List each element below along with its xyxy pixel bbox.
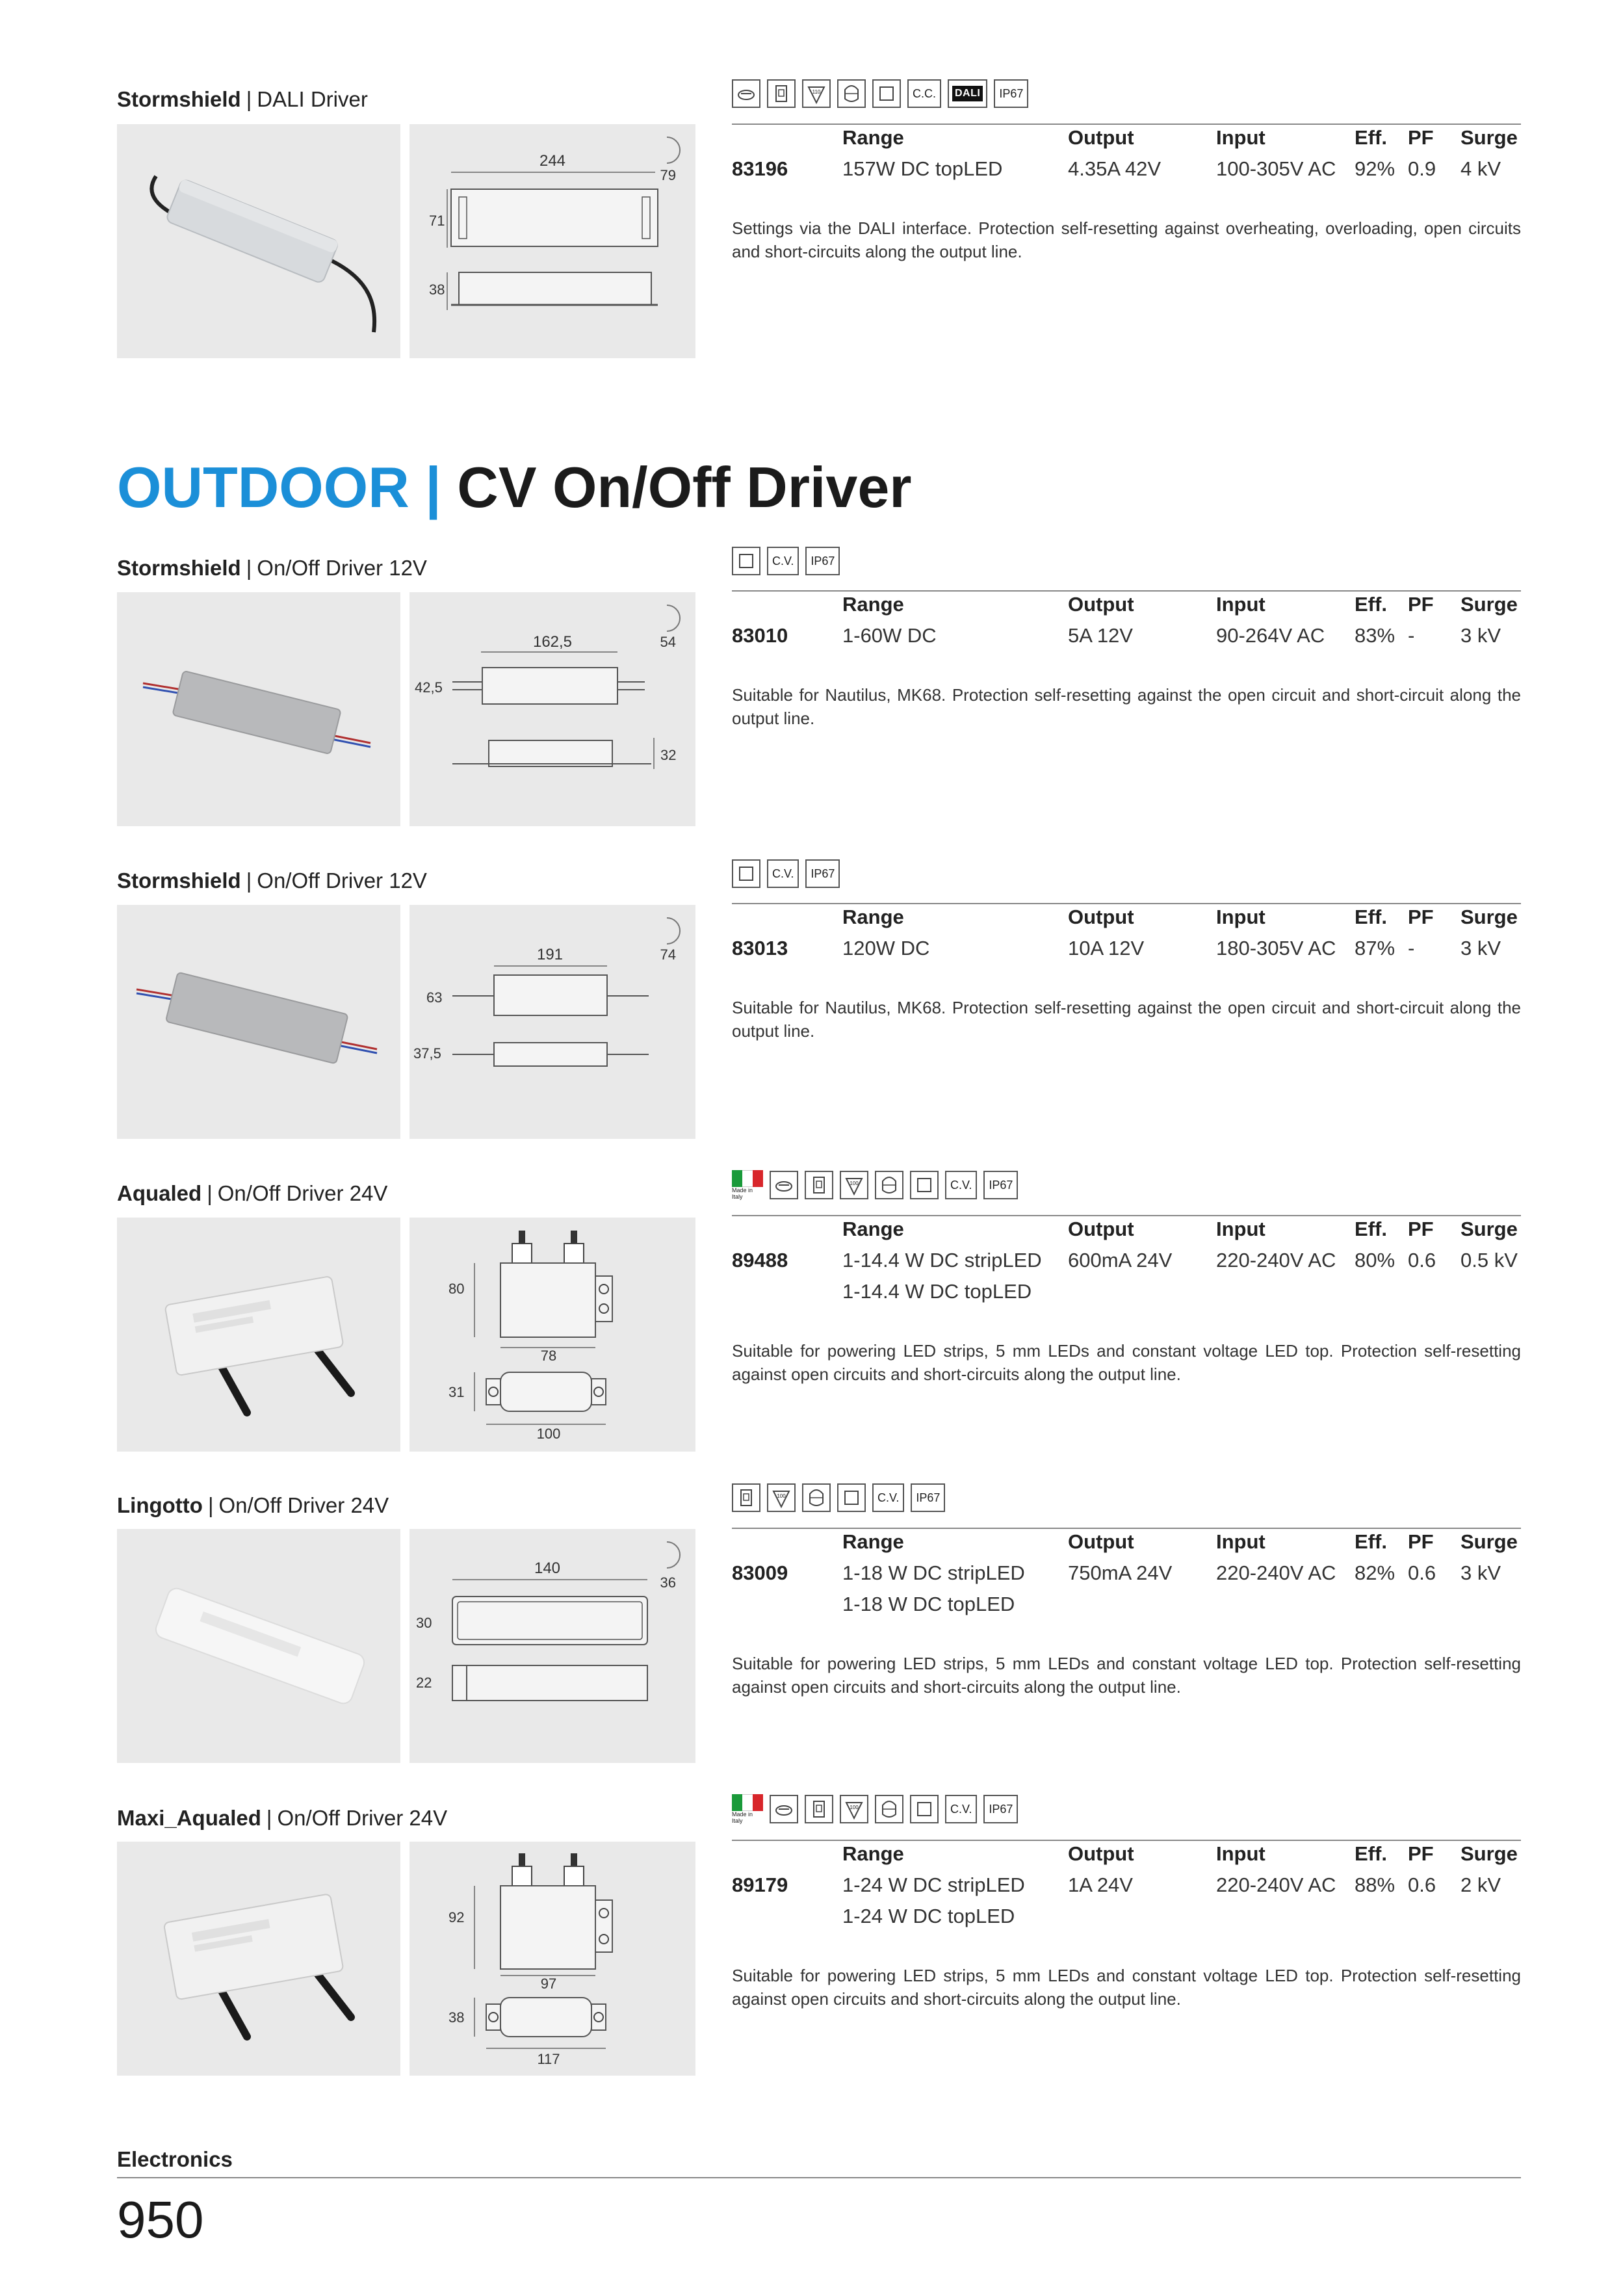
certification-icons xyxy=(732,859,840,889)
ip-rating: IP67 xyxy=(983,1795,1018,1823)
spec-table xyxy=(732,906,1521,968)
dim-length: 100 xyxy=(536,1426,561,1442)
driver-box-icon xyxy=(767,79,796,108)
class2-square-icon xyxy=(732,859,760,888)
certification-icons xyxy=(732,1794,1018,1824)
dim-height: 92 xyxy=(448,1909,465,1925)
spec-row-continued: 1-18 W DC topLED xyxy=(842,1593,1015,1615)
dali-logo: DALI xyxy=(948,79,987,108)
product-code: 83009 xyxy=(732,1561,788,1584)
svg-text:100: 100 xyxy=(850,1181,859,1186)
temperature-100-icon xyxy=(840,1795,868,1823)
spec-row: 83013 120W DC 10A 12V 180-305V AC 87% - 3 kV xyxy=(732,937,1501,959)
spec-row: 89488 1-14.4 W DC stripLED 600mA 24V 220-240V AC 80% 0.6 0.5 kV xyxy=(732,1249,1518,1272)
made-in-italy-flag-icon: Made in Italy xyxy=(732,1170,763,1200)
product-photo xyxy=(117,1529,400,1763)
constant-voltage-label: C.V. xyxy=(767,547,799,575)
product-title: Stormshield | DALI Driver xyxy=(117,87,368,111)
fixture-icon xyxy=(875,1795,903,1823)
dim-height: 38 xyxy=(429,281,445,298)
dimension-drawing xyxy=(409,1842,695,2076)
ip-rating: IP67 xyxy=(911,1483,945,1512)
spec-table xyxy=(732,593,1521,655)
class2-square-icon xyxy=(837,1483,866,1512)
product-photo xyxy=(117,1842,400,2076)
product-description: Suitable for Nautilus, MK68. Protection self-resetting against the open circuit and short-circuit along the output line. xyxy=(732,998,1521,1041)
product-code: 83013 xyxy=(732,937,788,959)
made-in-italy-flag-icon: Made in Italy xyxy=(732,1794,763,1824)
svg-text:100: 100 xyxy=(777,1493,786,1499)
dim-length: 140 xyxy=(534,1559,561,1577)
dimension-drawing xyxy=(409,1218,695,1452)
spec-header: Range Output Input Eff. PF Surge xyxy=(842,1218,1518,1240)
spec-row: 83010 1-60W DC 5A 12V 90-264V AC 83% - 3 kV xyxy=(732,624,1501,647)
dim-extra: 74 xyxy=(660,946,676,963)
spec-rule xyxy=(732,903,1521,904)
dimension-drawing xyxy=(409,592,695,826)
svg-text:110: 110 xyxy=(812,89,821,95)
product-description: Suitable for powering LED strips, 5 mm LEDs and constant voltage LED top. Protection self-resetting against open circuits and short-circuits along the output line. xyxy=(732,1654,1521,1697)
spec-header: Range Output Input Eff. PF Surge xyxy=(842,593,1518,616)
product-photo xyxy=(117,905,400,1139)
constant-voltage-label: C.V. xyxy=(872,1483,904,1512)
constant-voltage-label: C.V. xyxy=(945,1171,977,1199)
product-photo xyxy=(117,124,400,358)
spec-table xyxy=(732,1218,1521,1311)
product-code: 83010 xyxy=(732,624,788,647)
footer-rule xyxy=(117,2177,1521,2178)
driver-box-icon xyxy=(805,1795,833,1823)
product-code: 89488 xyxy=(732,1249,788,1272)
spec-header: Range Output Input Eff. PF Surge xyxy=(842,126,1518,149)
dimmable-icon xyxy=(770,1171,798,1199)
spec-header: Range Output Input Eff. PF Surge xyxy=(842,906,1518,928)
spec-row: 89179 1-24 W DC stripLED 1A 24V 220-240V AC 88% 0.6 2 kV xyxy=(732,1873,1501,1896)
dim-height: 80 xyxy=(448,1281,465,1297)
spec-rule xyxy=(732,590,1521,592)
section-heading: OUTDOOR | CV On/Off Driver xyxy=(117,455,912,519)
fixture-icon xyxy=(875,1171,903,1199)
dimension-drawing xyxy=(409,124,695,358)
product-description: Suitable for powering LED strips, 5 mm LEDs and constant voltage LED top. Protection self-resetting against open circuits and short-circuits along the output line. xyxy=(732,1966,1521,2009)
svg-text:100: 100 xyxy=(850,1805,859,1810)
class2-square-icon xyxy=(910,1795,939,1823)
temperature-100-icon xyxy=(840,1171,868,1199)
dim-width: 42,5 xyxy=(415,679,443,696)
dimmable-icon xyxy=(732,79,760,108)
certification-icons xyxy=(732,546,840,576)
dim-height: 37,5 xyxy=(413,1045,441,1062)
class2-square-icon xyxy=(910,1171,939,1199)
spec-rule xyxy=(732,124,1521,125)
dim-depth: 38 xyxy=(448,2009,465,2026)
spec-header: Range Output Input Eff. PF Surge xyxy=(842,1842,1518,1865)
product-description: Settings via the DALI interface. Protection self-resetting against overheating, overloading, open circuits and short-circuits along the output line. xyxy=(732,218,1521,261)
constant-voltage-label: C.V. xyxy=(945,1795,977,1823)
product-title: Stormshield | On/Off Driver 12V xyxy=(117,868,427,893)
dim-extra: 79 xyxy=(660,167,676,183)
spec-row-continued: 1-24 W DC topLED xyxy=(842,1905,1015,1927)
ip-rating: IP67 xyxy=(994,79,1028,108)
dim-inner: 78 xyxy=(540,1348,557,1364)
spec-table xyxy=(732,126,1521,189)
spec-header: Range Output Input Eff. PF Surge xyxy=(842,1530,1518,1553)
dim-height: 22 xyxy=(416,1675,432,1691)
spec-rule xyxy=(732,1528,1521,1529)
dimension-drawing xyxy=(409,905,695,1139)
fixture-icon xyxy=(837,79,866,108)
dim-length: 191 xyxy=(536,946,564,963)
product-code: 83196 xyxy=(732,157,788,180)
product-title: Aqualed | On/Off Driver 24V xyxy=(117,1181,388,1205)
spec-row-continued: 1-14.4 W DC topLED xyxy=(842,1280,1032,1303)
ip-rating: IP67 xyxy=(805,547,840,575)
spec-table xyxy=(732,1842,1521,1936)
constant-voltage-label: C.V. xyxy=(767,859,799,888)
dimension-drawing xyxy=(409,1529,695,1763)
certification-icons xyxy=(732,79,1028,109)
ip-rating: IP67 xyxy=(983,1171,1018,1199)
dim-height: 32 xyxy=(660,747,677,763)
product-title: Stormshield | On/Off Driver 12V xyxy=(117,556,427,580)
temperature-100-icon xyxy=(767,1483,796,1512)
dimmable-icon xyxy=(770,1795,798,1823)
dim-depth: 31 xyxy=(448,1384,465,1400)
certification-icons xyxy=(732,1483,945,1513)
dim-extra: 36 xyxy=(660,1574,676,1591)
class2-square-icon xyxy=(872,79,901,108)
dim-length: 244 xyxy=(539,152,566,170)
dim-width: 30 xyxy=(416,1615,432,1631)
ip-rating: IP67 xyxy=(805,859,840,888)
driver-box-icon xyxy=(805,1171,833,1199)
dim-extra: 54 xyxy=(660,634,676,650)
spec-rule xyxy=(732,1215,1521,1216)
product-code: 89179 xyxy=(732,1873,788,1896)
driver-box-icon xyxy=(732,1483,760,1512)
fixture-icon xyxy=(802,1483,831,1512)
spec-row: 83196 157W DC topLED 4.35A 42V 100-305V AC 92% 0.9 4 kV xyxy=(732,157,1501,180)
spec-rule xyxy=(732,1840,1521,1841)
product-description: Suitable for powering LED strips, 5 mm LEDs and constant voltage LED top. Protection self-resetting against open circuits and short-circuits along the output line. xyxy=(732,1341,1521,1384)
product-title: Maxi_Aqualed | On/Off Driver 24V xyxy=(117,1806,448,1830)
product-description: Suitable for Nautilus, MK68. Protection self-resetting against the open circuit and short-circuit along the output line. xyxy=(732,685,1521,728)
product-title: Lingotto | On/Off Driver 24V xyxy=(117,1493,389,1517)
constant-current-label: C.C. xyxy=(907,79,941,108)
dim-width: 63 xyxy=(426,989,443,1006)
spec-table xyxy=(732,1530,1521,1624)
temperature-110-icon xyxy=(802,79,831,108)
product-photo xyxy=(117,1218,400,1452)
dim-width: 71 xyxy=(429,213,445,229)
footer-category: Electronics xyxy=(117,2147,233,2171)
product-photo xyxy=(117,592,400,826)
dim-inner: 97 xyxy=(540,1976,557,1992)
certification-icons xyxy=(732,1170,1018,1200)
spec-row: 83009 1-18 W DC stripLED 750mA 24V 220-240V AC 82% 0.6 3 kV xyxy=(732,1561,1501,1584)
dim-length: 117 xyxy=(537,2051,560,2067)
dim-length: 162,5 xyxy=(532,633,573,651)
page-number: 950 xyxy=(117,2191,204,2249)
class2-square-icon xyxy=(732,547,760,575)
